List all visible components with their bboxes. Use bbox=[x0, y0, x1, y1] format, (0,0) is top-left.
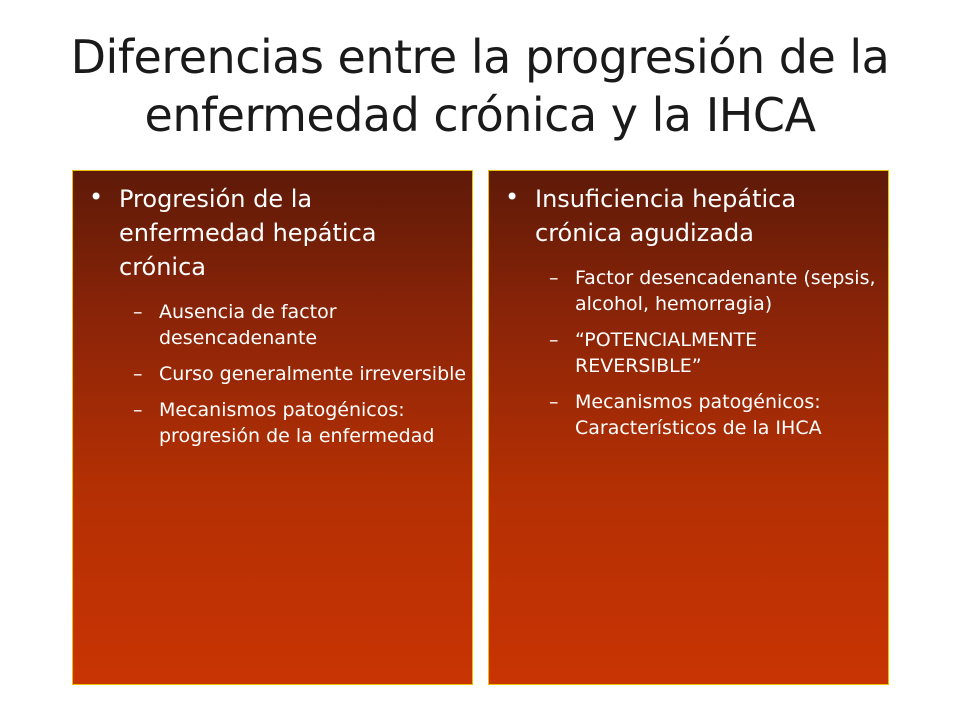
list-item bbox=[549, 389, 884, 441]
list-item bbox=[549, 327, 884, 379]
bullet-icon: • bbox=[505, 183, 520, 211]
left-sub-list bbox=[133, 299, 468, 459]
list-item bbox=[133, 299, 468, 351]
right-heading: Insuficiencia hepática crónica agudizada bbox=[535, 185, 797, 247]
dash-icon: – bbox=[549, 391, 559, 413]
left-heading: Progresión de la enfermedad hepática crónica bbox=[119, 185, 377, 281]
dash-icon: – bbox=[549, 329, 559, 351]
dash-icon: – bbox=[549, 267, 559, 289]
dash-icon: – bbox=[133, 399, 143, 421]
left-panel bbox=[72, 170, 473, 685]
list-item-text: Factor desencadenante (sepsis, alcohol, hemorragia) bbox=[575, 267, 876, 315]
list-item-text: Curso generalmente irreversible bbox=[159, 363, 467, 385]
list-item-text: Mecanismos patogénicos: Característicos de la IHCA bbox=[575, 391, 822, 439]
list-item-text: Mecanismos patogénicos: progresión de la enfermedad bbox=[159, 399, 435, 447]
list-item-text: “POTENCIALMENTE REVERSIBLE” bbox=[575, 329, 758, 377]
right-panel bbox=[488, 170, 889, 685]
list-item-text: Ausencia de factor desencadenante bbox=[159, 301, 337, 349]
slide-title: Diferencias entre la progresión de la enfermedad crónica y la IHCA bbox=[70, 30, 890, 142]
dash-icon: – bbox=[133, 363, 143, 385]
list-item bbox=[133, 397, 468, 449]
bullet-icon: • bbox=[89, 183, 104, 211]
right-sub-list bbox=[549, 265, 884, 451]
dash-icon: – bbox=[133, 301, 143, 323]
list-item bbox=[133, 361, 468, 387]
list-item bbox=[549, 265, 884, 317]
